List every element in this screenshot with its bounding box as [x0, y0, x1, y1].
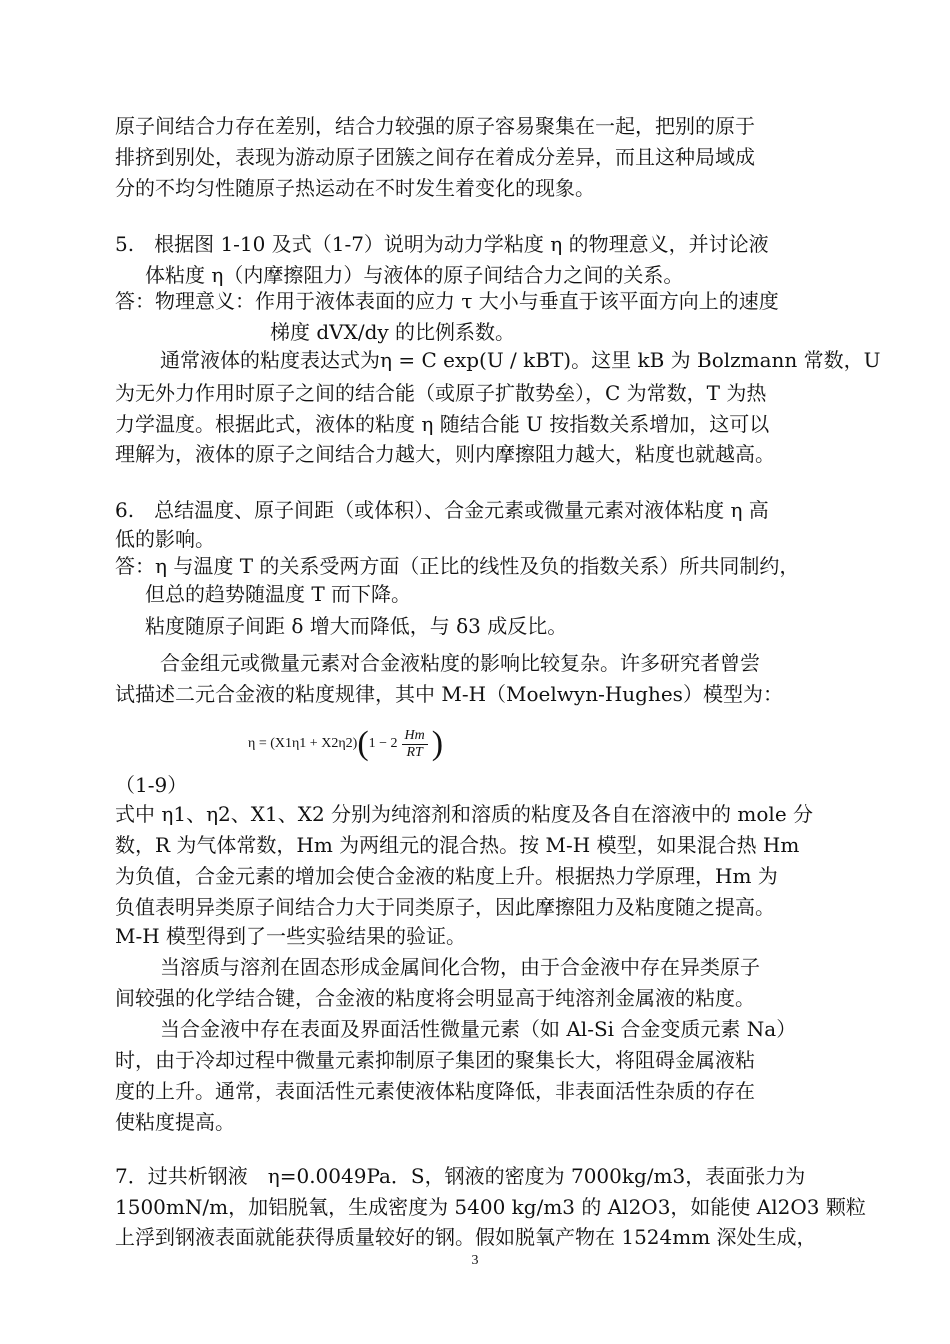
formula-numerator: Hm: [402, 728, 428, 745]
text-line: 1500mN/m，加铝脱氧，生成密度为 5400 kg/m3 的 Al2O3，如能使 Al2O3 颗粒: [115, 1195, 866, 1219]
text-line: 使粘度提高。: [115, 1110, 235, 1134]
answer-line: 答：物理意义：作用于液体表面的应力 τ 大小与垂直于该平面方向上的速度: [115, 289, 779, 313]
text-line: 粘度随原子间距 δ 增大而降低，与 δ3 成反比。: [145, 614, 568, 638]
text-line: 为负值，合金元素的增加会使合金液的粘度上升。根据热力学原理，Hm 为: [115, 864, 778, 888]
text-line: 上浮到钢液表面就能获得质量较好的钢。假如脱氧产物在 1524mm 深处生成，: [115, 1225, 817, 1249]
text-line: 分的不均匀性随原子热运动在不时发生着变化的现象。: [115, 176, 595, 200]
formula-paren-close: ): [431, 725, 444, 762]
text-line: 当溶质与溶剂在固态形成金属间化合物，由于合金液中存在异类原子: [160, 955, 760, 979]
text-line: 时，由于冷却过程中微量元素抑制原子集团的聚集长大，将阻碍金属液粘: [115, 1048, 755, 1072]
question-6-line: 6. 总结温度、原子间距（或体积）、合金元素或微量元素对液体粘度 η 高: [115, 498, 769, 522]
text-line: 但总的趋势随温度 T 而下降。: [145, 582, 412, 606]
text-line: 低的影响。: [115, 527, 215, 551]
text-line: 原子间结合力存在差别，结合力较强的原子容易聚集在一起，把别的原于: [115, 114, 755, 138]
text-line: 理解为，液体的原子之间结合力越大，则内摩擦阻力越大，粘度也就越高。: [115, 442, 775, 466]
text-line: 为无外力作用时原子之间的结合能（或原子扩散势垒），C 为常数，T 为热: [115, 381, 767, 405]
text-line: 排挤到别处，表现为游动原子团簇之间存在着成分差异，而且这种局域成: [115, 145, 755, 169]
mh-model-formula: [248, 722, 443, 766]
text-line: 间较强的化学结合键，合金液的粘度将会明显高于纯溶剂金属液的粘度。: [115, 986, 755, 1010]
text-line: 通常液体的粘度表达式为η = C exp(U / kBT)。这里 kB 为 Bolzmann 常数，U: [160, 348, 881, 372]
text-line: 负值表明异类原子间结合力大于同类原子，因此摩擦阻力及粘度随之提高。: [115, 895, 775, 919]
page-number: 3: [471, 1253, 479, 1268]
text-line: 式中 η1、η2、X1、X2 分别为纯溶剂和溶质的粘度及各自在溶液中的 mole 分: [115, 802, 814, 826]
text-line: 力学温度。根据此式，液体的粘度 η 随结合能 U 按指数关系增加，这可以: [115, 412, 770, 436]
question-5-line: 5. 根据图 1-10 及式（1-7）说明为动力学粘度 η 的物理意义，并讨论液: [115, 232, 769, 256]
answer-line: 答：η 与温度 T 的关系受两方面（正比的线性及负的指数关系）所共同制约，: [115, 554, 800, 578]
text-line: 度的上升。通常，表面活性元素使液体粘度降低，非表面活性杂质的存在: [115, 1079, 755, 1103]
text-line: 合金组元或微量元素对合金液粘度的影响比较复杂。许多研究者曾尝: [160, 651, 760, 675]
question-7-line: 7．过共析钢液 η=0.0049Pa．S，钢液的密度为 7000kg/m3，表面张力为: [115, 1164, 806, 1188]
formula-fraction: [402, 728, 428, 761]
text-line: M-H 模型得到了一些实验结果的验证。: [115, 924, 467, 948]
text-line: 梯度 dVX/dy 的比例系数。: [270, 320, 516, 344]
text-line: 数，R 为气体常数，Hm 为两组元的混合热。按 M-H 模型，如果混合热 Hm: [115, 833, 800, 857]
formula-one-minus: 1 − 2: [368, 736, 398, 751]
equation-number: （1-9）: [115, 773, 188, 797]
formula-lhs: η = (X1η1 + X2η2): [248, 736, 358, 751]
formula-paren-open: (: [357, 725, 369, 762]
text-line: 试描述二元合金液的粘度规律，其中 M-H（Moelwyn-Hughes）模型为：: [115, 682, 783, 706]
text-line: 体粘度 η（内摩擦阻力）与液体的原子间结合力之间的关系。: [145, 263, 684, 287]
text-line: 当合金液中存在表面及界面活性微量元素（如 Al-Si 合金变质元素 Na）: [160, 1017, 797, 1041]
formula-denominator: RT: [406, 744, 423, 760]
